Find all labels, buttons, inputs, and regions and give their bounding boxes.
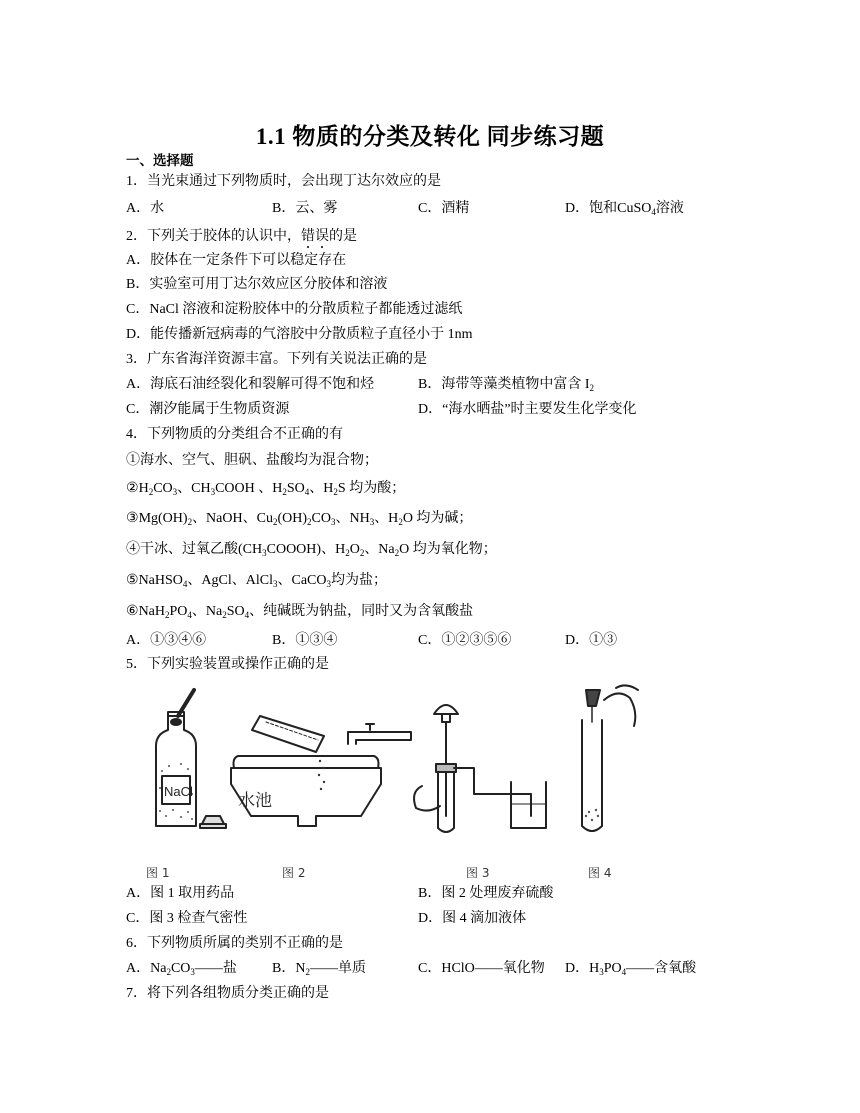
q2-option-a: A．胶体在一定条件下可以稳定存在 <box>126 253 347 268</box>
q3-option-a: A．海底石油经裂化和裂解可得不饱和烃 <box>126 377 375 392</box>
water-pool-label: 水池 <box>238 791 272 810</box>
q4-item-5: ⑤NaHSO$_4$、AgCl、AlCl$_3$、CaCO$_3$均为盐； <box>126 573 387 589</box>
q4-option-d: D．①③ <box>565 633 618 648</box>
q6-option-c: C．HClO——氧化物 <box>418 961 545 976</box>
q6-option-a: A．$Na_2CO_3——$盐 <box>126 961 237 977</box>
q3-option-b: B．海带等藻类植物中富含 $I_2$ <box>418 377 594 393</box>
page-title: 1.1 物质的分类及转化 同步练习题 <box>255 124 605 149</box>
q4-option-b: B．①③④ <box>272 633 338 648</box>
reagent-bottle-illustration <box>156 690 226 828</box>
q5-option-c: C．图 3 检查气密性 <box>126 911 248 926</box>
figure-3-caption: 图 3 <box>466 866 490 880</box>
q5-option-d: D．图 4 滴加液体 <box>418 911 527 926</box>
q3-stem: 3．广东省海洋资源丰富。下列有关说法正确的是 <box>126 352 427 367</box>
airtightness-apparatus-illustration <box>414 705 546 832</box>
lab-apparatus-illustration <box>126 676 686 886</box>
q5-option-b: B．图 2 处理废弃硫酸 <box>418 886 554 901</box>
q4-option-a: A．①③④⑥ <box>126 633 207 648</box>
q6-stem: 6．下列物质所属的类别不正确的是 <box>126 936 343 951</box>
q7-stem: 7．将下列各组物质分类正确的是 <box>126 986 329 1001</box>
q1-option-a: A．水 <box>126 201 165 216</box>
q2-option-d: D．能传播新冠病毒的气溶胶中分散质粒子直径小于 1nm <box>126 327 473 342</box>
q1-option-c: C．酒精 <box>418 201 470 216</box>
figure-2-caption: 图 2 <box>282 866 306 880</box>
figure-1-caption: 图 1 <box>146 866 170 880</box>
q4-stem: 4．下列物质的分类组合不正确的有 <box>126 427 343 442</box>
q1-stem: 1．当光束通过下列物质时，会出现丁达尔效应的是 <box>126 174 441 189</box>
q5-option-a: A．图 1 取用药品 <box>126 886 235 901</box>
q4-item-6: $⑥NaH_2PO_4$、$Na_2SO_4$、纯碱既为钠盐，同时又为含氧酸盐 <box>126 604 474 620</box>
q4-item-1: ①海水、空气、胆矾、盐酸均为混合物； <box>126 453 378 468</box>
q2-option-b: B．实验室可用丁达尔效应区分胶体和溶液 <box>126 277 388 292</box>
q4-item-3: $③Mg(OH)_2$、NaOH、$Cu_2(OH)_2CO_3$、$NH_3$、$H_2O$ 均为碱； <box>126 511 473 527</box>
q6-option-d: D．$H_3PO_4——$含氧酸 <box>565 961 697 977</box>
q3-option-d: D．“海水晒盐”时主要发生化学变化 <box>418 402 637 417</box>
dropper-test-tube-illustration <box>582 685 638 831</box>
q1-option-d: D．饱和CuSO$_4$溶液 <box>565 201 684 217</box>
q5-figure <box>126 676 686 886</box>
section-heading: 一、选择题 <box>126 153 194 168</box>
q5-stem: 5．下列实验装置或操作正确的是 <box>126 657 329 672</box>
q1-option-b: B．云、雾 <box>272 201 338 216</box>
q4-option-c: C．①②③⑤⑥ <box>418 633 512 648</box>
q2-stem: 2．下列关于胶体的认识中，错误的是 <box>126 229 357 244</box>
q4-item-2: $②H_2CO_3$、$CH_3COOH$ 、$H_2SO_4$、$H_2S$ 均为酸； <box>126 481 406 497</box>
q2-option-c: C．NaCl 溶液和淀粉胶体中的分散质粒子都能透过滤纸 <box>126 302 463 317</box>
q6-option-b: B．$N_2——$单质 <box>272 961 366 977</box>
figure-4-caption: 图 4 <box>588 866 612 880</box>
q3-option-c: C．潮汐能属于生物质资源 <box>126 402 290 417</box>
q4-item-4: ④干冰、过氧乙酸$(CH_3COOOH)$、$H_2O_2$、$Na_2O$ 均为氧化物； <box>126 542 497 558</box>
nacl-label: NaCl <box>164 784 193 799</box>
